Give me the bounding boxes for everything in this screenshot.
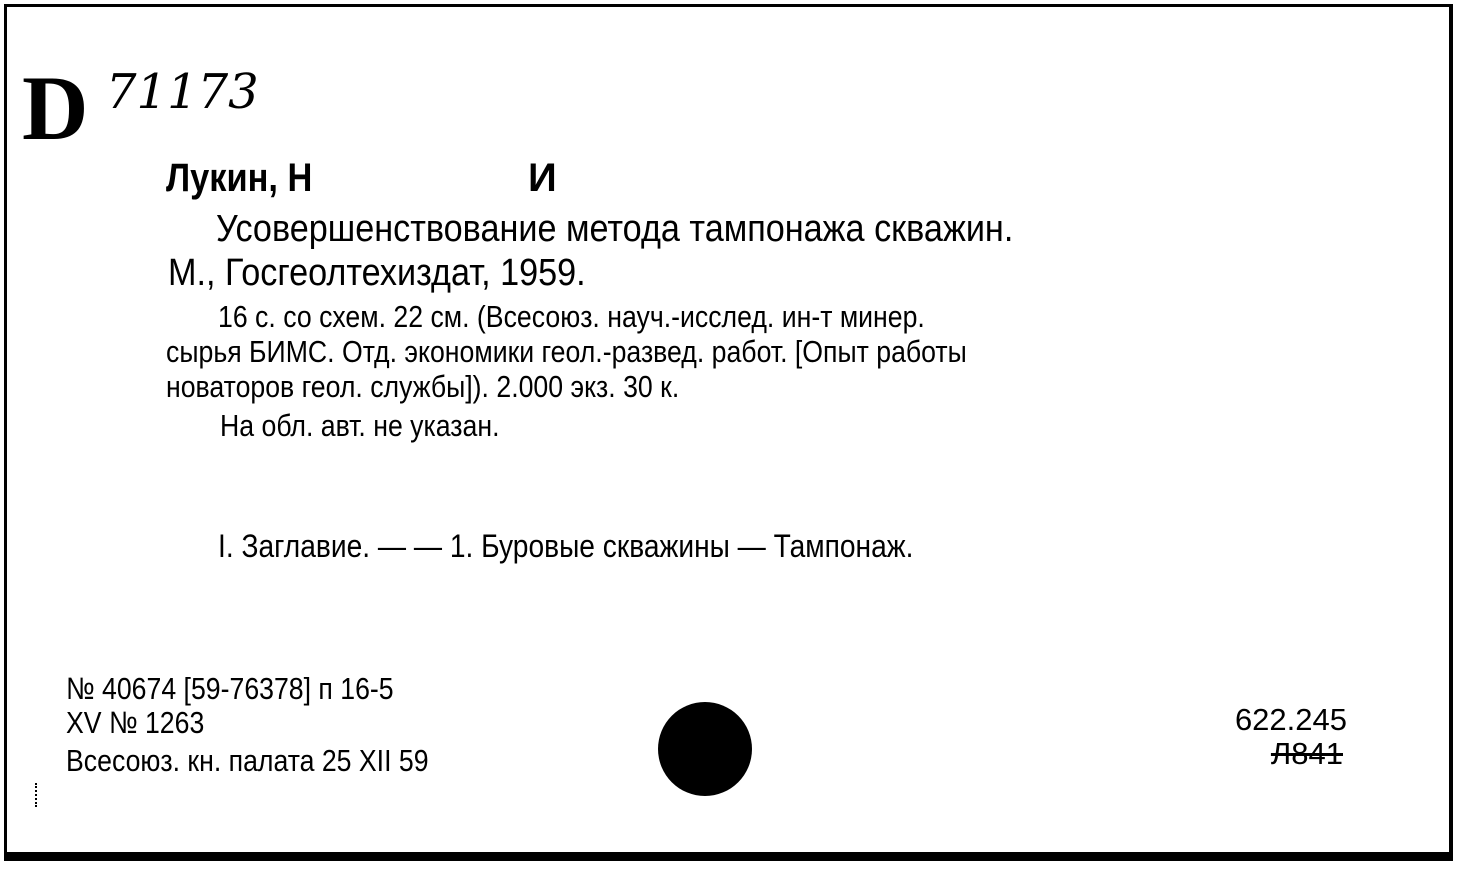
author-mark: Л841 xyxy=(1270,736,1343,771)
punch-hole xyxy=(658,702,752,796)
description-line-2: сырья БИМС. Отд. экономики геол.-развед. работ. [Опыт работы xyxy=(166,334,967,369)
title-line-1: Усовершенствование метода тампонажа скважин. xyxy=(216,208,1014,250)
scan-speck xyxy=(35,783,40,807)
footer-line-1: № 40674 [59-76378] п 16-5 xyxy=(66,671,394,706)
footer-line-2: XV № 1263 xyxy=(66,705,205,740)
stamp-letter: D xyxy=(22,57,89,159)
description-line-3: новаторов геол. службы]). 2.000 экз. 30 к. xyxy=(166,369,680,404)
author-note: На обл. авт. не указан. xyxy=(220,408,500,443)
subject-headings: I. Заглавие. — — 1. Буровые скважины — Тампонаж. xyxy=(218,528,914,564)
classification-number: 622.245 xyxy=(1234,702,1347,737)
author-initial: И xyxy=(528,156,557,200)
footer-line-3: Всесоюз. кн. палата 25 XII 59 xyxy=(66,743,429,778)
stamp-number: 71173 xyxy=(106,64,259,120)
author-heading xyxy=(166,156,557,201)
author-surname: Лукин, Н xyxy=(166,156,313,200)
title-line-2: М., Госгеолтехиздат, 1959. xyxy=(168,252,586,294)
description-line-1: 16 с. со схем. 22 см. (Всесоюз. науч.-исслед. ин-т минер. xyxy=(218,299,925,334)
